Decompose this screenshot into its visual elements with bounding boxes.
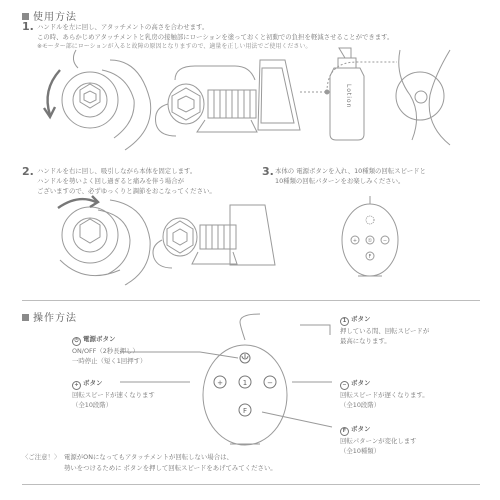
power-line-1: ON/OFF（2秒長押し） — [72, 347, 139, 355]
step2-line-2: ハンドルを勢いよく回し過ぎると痛みを伴う場合が — [37, 177, 184, 185]
power-button-label: 電源ボタン — [83, 335, 116, 343]
step2-number: 2. — [22, 165, 34, 178]
minus-line-2: （全10段階） — [340, 401, 381, 409]
one-button-label: ボタン — [351, 315, 371, 323]
step3-line-2: 10種類の回転パターンをお楽しみください。 — [275, 177, 405, 185]
step3-plus-label: + — [352, 238, 358, 244]
step1-line-3: ※モーター部にローションが入ると故障の原因となりますので、適量を正しい用法でご使用ください。 — [37, 43, 312, 50]
one-line-2: 最高になります。 — [340, 337, 391, 345]
plus-line-2: （全10段階） — [72, 401, 113, 409]
step2-line-1: ハンドルを右に回し、吸引しながら本体を固定します。 — [37, 167, 197, 175]
plus-button-label: ボタン — [83, 379, 103, 387]
step3-line-1: 本体の 電源ボタンを入れ、10種類の回転スピードと — [275, 167, 426, 175]
step3-one-label: ① — [367, 238, 373, 244]
one-icon: 1 — [340, 317, 349, 326]
device-f-button[interactable]: F — [242, 407, 248, 415]
step1-number: 1. — [22, 20, 34, 33]
step2-line-3: ございますので、必ずゆっくりと調節をおこなってください。 — [37, 187, 216, 195]
plus-button-heading — [72, 378, 103, 390]
one-button-heading — [340, 314, 371, 326]
minus-button-label: ボタン — [351, 379, 371, 387]
caution-tag: 〈ご注意！〉 — [22, 453, 61, 461]
f-icon: F — [340, 427, 349, 436]
operation-title-text: 操作方法 — [33, 313, 77, 324]
step1-line-1: ハンドルを左に回し、アタッチメントの高さを合わせます。 — [37, 23, 209, 31]
power-button-heading — [72, 334, 116, 346]
minus-line-1: 回転スピードが遅くなります。 — [340, 391, 429, 399]
minus-icon: − — [340, 381, 349, 390]
caution-line-2: 勢いをつけるために ボタンを押して回転スピードをあげてみてください。 — [64, 464, 277, 472]
f-line-1: 回転パターンが変化します — [340, 437, 417, 445]
plus-line-1: 回転スピードが速くなります — [72, 391, 155, 399]
plus-icon: + — [72, 381, 81, 390]
power-line-2: 一時停止（短く1回押す） — [72, 357, 147, 365]
usage-title-text: 使用方法 — [33, 12, 77, 23]
step1-line-2: この時、あらかじめアタッチメントと乳房の接触部にローションを塗っておくと初動での負担を軽減させることができます。 — [37, 33, 394, 41]
step3-number: 3. — [262, 165, 274, 178]
device-one-button[interactable]: 1 — [242, 379, 248, 387]
f-button-heading — [340, 424, 371, 436]
f-line-2: （全10種類） — [340, 447, 381, 455]
f-button-label: ボタン — [351, 425, 371, 433]
bottom-divider — [22, 484, 480, 485]
one-line-1: 押している間、回転スピードが — [340, 327, 430, 335]
step3-minus-label: − — [382, 238, 388, 244]
step3-f-label: F — [368, 254, 372, 260]
caution-line-1: 電源がONになってもアタッチメントが回転しない場合は、 — [64, 453, 233, 461]
device-plus-button[interactable]: + — [217, 379, 223, 387]
lotion-bottle-label: Lotion — [345, 84, 352, 109]
minus-button-heading — [340, 378, 371, 390]
device-minus-button[interactable]: − — [267, 379, 273, 387]
power-icon: ⏻ — [72, 337, 81, 346]
